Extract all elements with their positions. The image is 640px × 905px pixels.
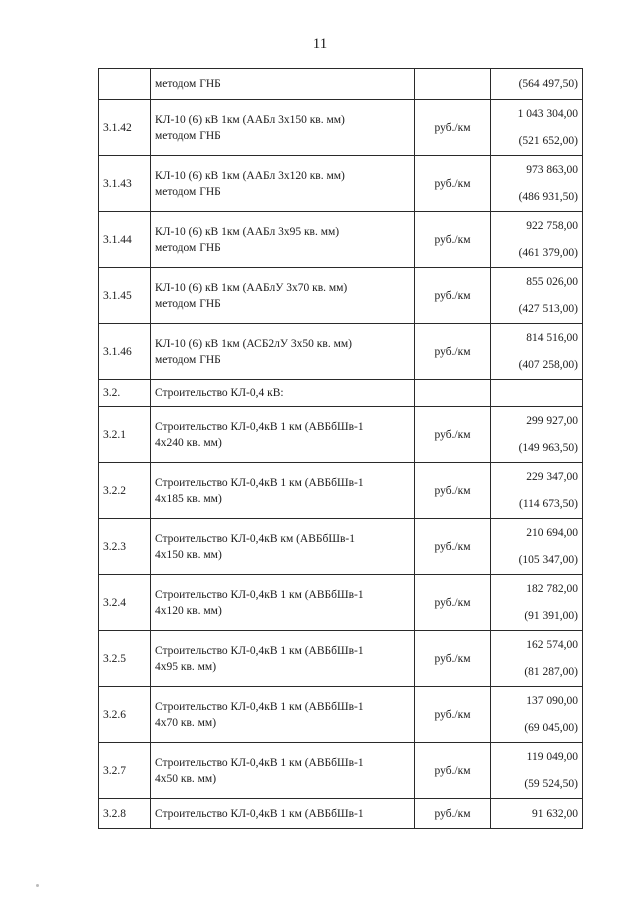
item-code: 3.1.46 bbox=[99, 324, 151, 380]
table-body bbox=[99, 69, 583, 829]
item-description bbox=[151, 519, 415, 575]
description-line: методом ГНБ bbox=[155, 297, 221, 310]
item-code bbox=[99, 69, 151, 100]
price-half-value: (427 513,00) bbox=[518, 303, 578, 315]
table-row bbox=[99, 100, 583, 156]
item-unit: руб./км bbox=[415, 575, 491, 631]
description-line: методом ГНБ bbox=[155, 185, 221, 198]
item-unit: руб./км bbox=[415, 212, 491, 268]
item-code: 3.1.44 bbox=[99, 212, 151, 268]
item-code: 3.2.7 bbox=[99, 743, 151, 799]
table-row bbox=[99, 575, 583, 631]
item-code: 3.2.6 bbox=[99, 687, 151, 743]
item-description bbox=[151, 156, 415, 212]
item-code: 3.2.1 bbox=[99, 407, 151, 463]
item-price bbox=[491, 743, 583, 799]
item-unit: руб./км bbox=[415, 743, 491, 799]
item-code: 3.2.2 bbox=[99, 463, 151, 519]
item-description bbox=[151, 324, 415, 380]
item-unit: руб./км bbox=[415, 631, 491, 687]
description-line: 4х185 кв. мм) bbox=[155, 492, 222, 505]
price-value: 299 927,00 bbox=[526, 415, 578, 427]
page-number: 11 bbox=[312, 36, 328, 52]
item-description bbox=[151, 407, 415, 463]
item-code: 3.2.3 bbox=[99, 519, 151, 575]
price-value: 1 043 304,00 bbox=[517, 108, 578, 120]
description-line: КЛ-10 (6) кВ 1км (ААБл 3х95 кв. мм) bbox=[155, 225, 340, 238]
description-line: методом ГНБ bbox=[155, 129, 221, 142]
price-value: 182 782,00 bbox=[526, 583, 578, 595]
price-half-value: (59 524,50) bbox=[524, 778, 578, 790]
item-price bbox=[491, 212, 583, 268]
description-line: КЛ-10 (6) кВ 1км (ААБл 3х150 кв. мм) bbox=[155, 113, 345, 126]
table-row bbox=[99, 69, 583, 100]
price-half-value: (149 963,50) bbox=[518, 442, 578, 454]
item-price bbox=[491, 799, 583, 829]
price-value: 91 632,00 bbox=[532, 807, 578, 820]
item-unit: руб./км bbox=[415, 687, 491, 743]
item-code: 3.2.4 bbox=[99, 575, 151, 631]
item-description bbox=[151, 799, 415, 829]
item-price bbox=[491, 575, 583, 631]
scan-speck bbox=[36, 884, 39, 887]
item-code: 3.1.45 bbox=[99, 268, 151, 324]
table-row bbox=[99, 463, 583, 519]
item-description bbox=[151, 687, 415, 743]
description-line: 4х120 кв. мм) bbox=[155, 604, 222, 617]
item-code: 3.1.43 bbox=[99, 156, 151, 212]
item-price bbox=[491, 156, 583, 212]
table-row bbox=[99, 324, 583, 380]
item-unit: руб./км bbox=[415, 324, 491, 380]
price-half-value: (105 347,00) bbox=[518, 554, 578, 566]
description-line: КЛ-10 (6) кВ 1км (АСБ2лУ 3х50 кв. мм) bbox=[155, 337, 352, 350]
item-code: 3.2. bbox=[99, 380, 151, 407]
price-half-value: (81 287,00) bbox=[524, 666, 578, 678]
price-half-value: (564 497,50) bbox=[518, 78, 578, 90]
item-description bbox=[151, 380, 415, 407]
item-price bbox=[491, 268, 583, 324]
item-price bbox=[491, 69, 583, 100]
description-line: Строительство КЛ-0,4кВ 1 км (АВБбШв-1 bbox=[155, 700, 364, 713]
item-description bbox=[151, 100, 415, 156]
description-line: методом ГНБ bbox=[155, 241, 221, 254]
description-line: Строительство КЛ-0,4кВ км (АВБбШв-1 bbox=[155, 532, 355, 545]
description-line: методом ГНБ bbox=[155, 78, 221, 90]
item-code: 3.1.42 bbox=[99, 100, 151, 156]
price-value: 210 694,00 bbox=[526, 527, 578, 539]
description-line: 4х50 кв. мм) bbox=[155, 772, 217, 785]
table-row bbox=[99, 743, 583, 799]
price-value: 922 758,00 bbox=[526, 220, 578, 232]
table-row bbox=[99, 156, 583, 212]
item-unit: руб./км bbox=[415, 268, 491, 324]
price-half-value: (91 391,00) bbox=[524, 610, 578, 622]
description-line: Строительство КЛ-0,4 кВ: bbox=[155, 387, 284, 399]
description-line: 4х150 кв. мм) bbox=[155, 548, 222, 561]
description-line: 4х240 кв. мм) bbox=[155, 436, 222, 449]
item-price bbox=[491, 407, 583, 463]
item-unit: руб./км bbox=[415, 519, 491, 575]
price-value: 119 049,00 bbox=[526, 751, 578, 763]
item-unit: руб./км bbox=[415, 407, 491, 463]
table-row bbox=[99, 631, 583, 687]
item-price bbox=[491, 324, 583, 380]
description-line: Строительство КЛ-0,4кВ 1 км (АВБбШв-1 bbox=[155, 420, 364, 433]
table-row bbox=[99, 799, 583, 829]
price-half-value: (461 379,00) bbox=[518, 247, 578, 259]
price-value: 855 026,00 bbox=[526, 276, 578, 288]
description-line: Строительство КЛ-0,4кВ 1 км (АВБбШв-1 bbox=[155, 476, 364, 489]
item-code: 3.2.8 bbox=[99, 799, 151, 829]
price-half-value: (69 045,00) bbox=[524, 722, 578, 734]
description-line: методом ГНБ bbox=[155, 353, 221, 366]
description-line: 4х70 кв. мм) bbox=[155, 716, 217, 729]
item-unit: руб./км bbox=[415, 463, 491, 519]
item-price bbox=[491, 687, 583, 743]
description-line: КЛ-10 (6) кВ 1км (ААБлУ 3х70 кв. мм) bbox=[155, 281, 348, 294]
description-line: Строительство КЛ-0,4кВ 1 км (АВБбШв-1 bbox=[155, 588, 364, 601]
table-row bbox=[99, 268, 583, 324]
description-line: Строительство КЛ-0,4кВ 1 км (АВБбШв-1 bbox=[155, 807, 364, 820]
item-description bbox=[151, 631, 415, 687]
item-description bbox=[151, 268, 415, 324]
item-code: 3.2.5 bbox=[99, 631, 151, 687]
price-value: 973 863,00 bbox=[526, 164, 578, 176]
item-description bbox=[151, 463, 415, 519]
description-line: Строительство КЛ-0,4кВ 1 км (АВБбШв-1 bbox=[155, 644, 364, 657]
item-description bbox=[151, 212, 415, 268]
price-half-value: (486 931,50) bbox=[518, 191, 578, 203]
description-line: Строительство КЛ-0,4кВ 1 км (АВБбШв-1 bbox=[155, 756, 364, 769]
item-price bbox=[491, 100, 583, 156]
item-price bbox=[491, 380, 583, 407]
item-unit: руб./км bbox=[415, 799, 491, 829]
table-row bbox=[99, 407, 583, 463]
table-row bbox=[99, 212, 583, 268]
description-line: 4х95 кв. мм) bbox=[155, 660, 217, 673]
price-value: 814 516,00 bbox=[526, 332, 578, 344]
description-line: КЛ-10 (6) кВ 1км (ААБл 3х120 кв. мм) bbox=[155, 169, 345, 182]
price-value: 137 090,00 bbox=[526, 695, 578, 707]
price-value: 229 347,00 bbox=[526, 471, 578, 483]
item-unit bbox=[415, 69, 491, 100]
price-half-value: (114 673,50) bbox=[519, 498, 578, 510]
table-row bbox=[99, 687, 583, 743]
price-table bbox=[98, 68, 583, 829]
table-row bbox=[99, 519, 583, 575]
price-half-value: (521 652,00) bbox=[518, 135, 578, 147]
item-unit: руб./км bbox=[415, 156, 491, 212]
item-price bbox=[491, 463, 583, 519]
item-description bbox=[151, 69, 415, 100]
item-description bbox=[151, 743, 415, 799]
item-price bbox=[491, 519, 583, 575]
price-value: 162 574,00 bbox=[526, 639, 578, 651]
table-row bbox=[99, 380, 583, 407]
item-unit bbox=[415, 380, 491, 407]
item-description bbox=[151, 575, 415, 631]
item-price bbox=[491, 631, 583, 687]
price-half-value: (407 258,00) bbox=[518, 359, 578, 371]
item-unit: руб./км bbox=[415, 100, 491, 156]
